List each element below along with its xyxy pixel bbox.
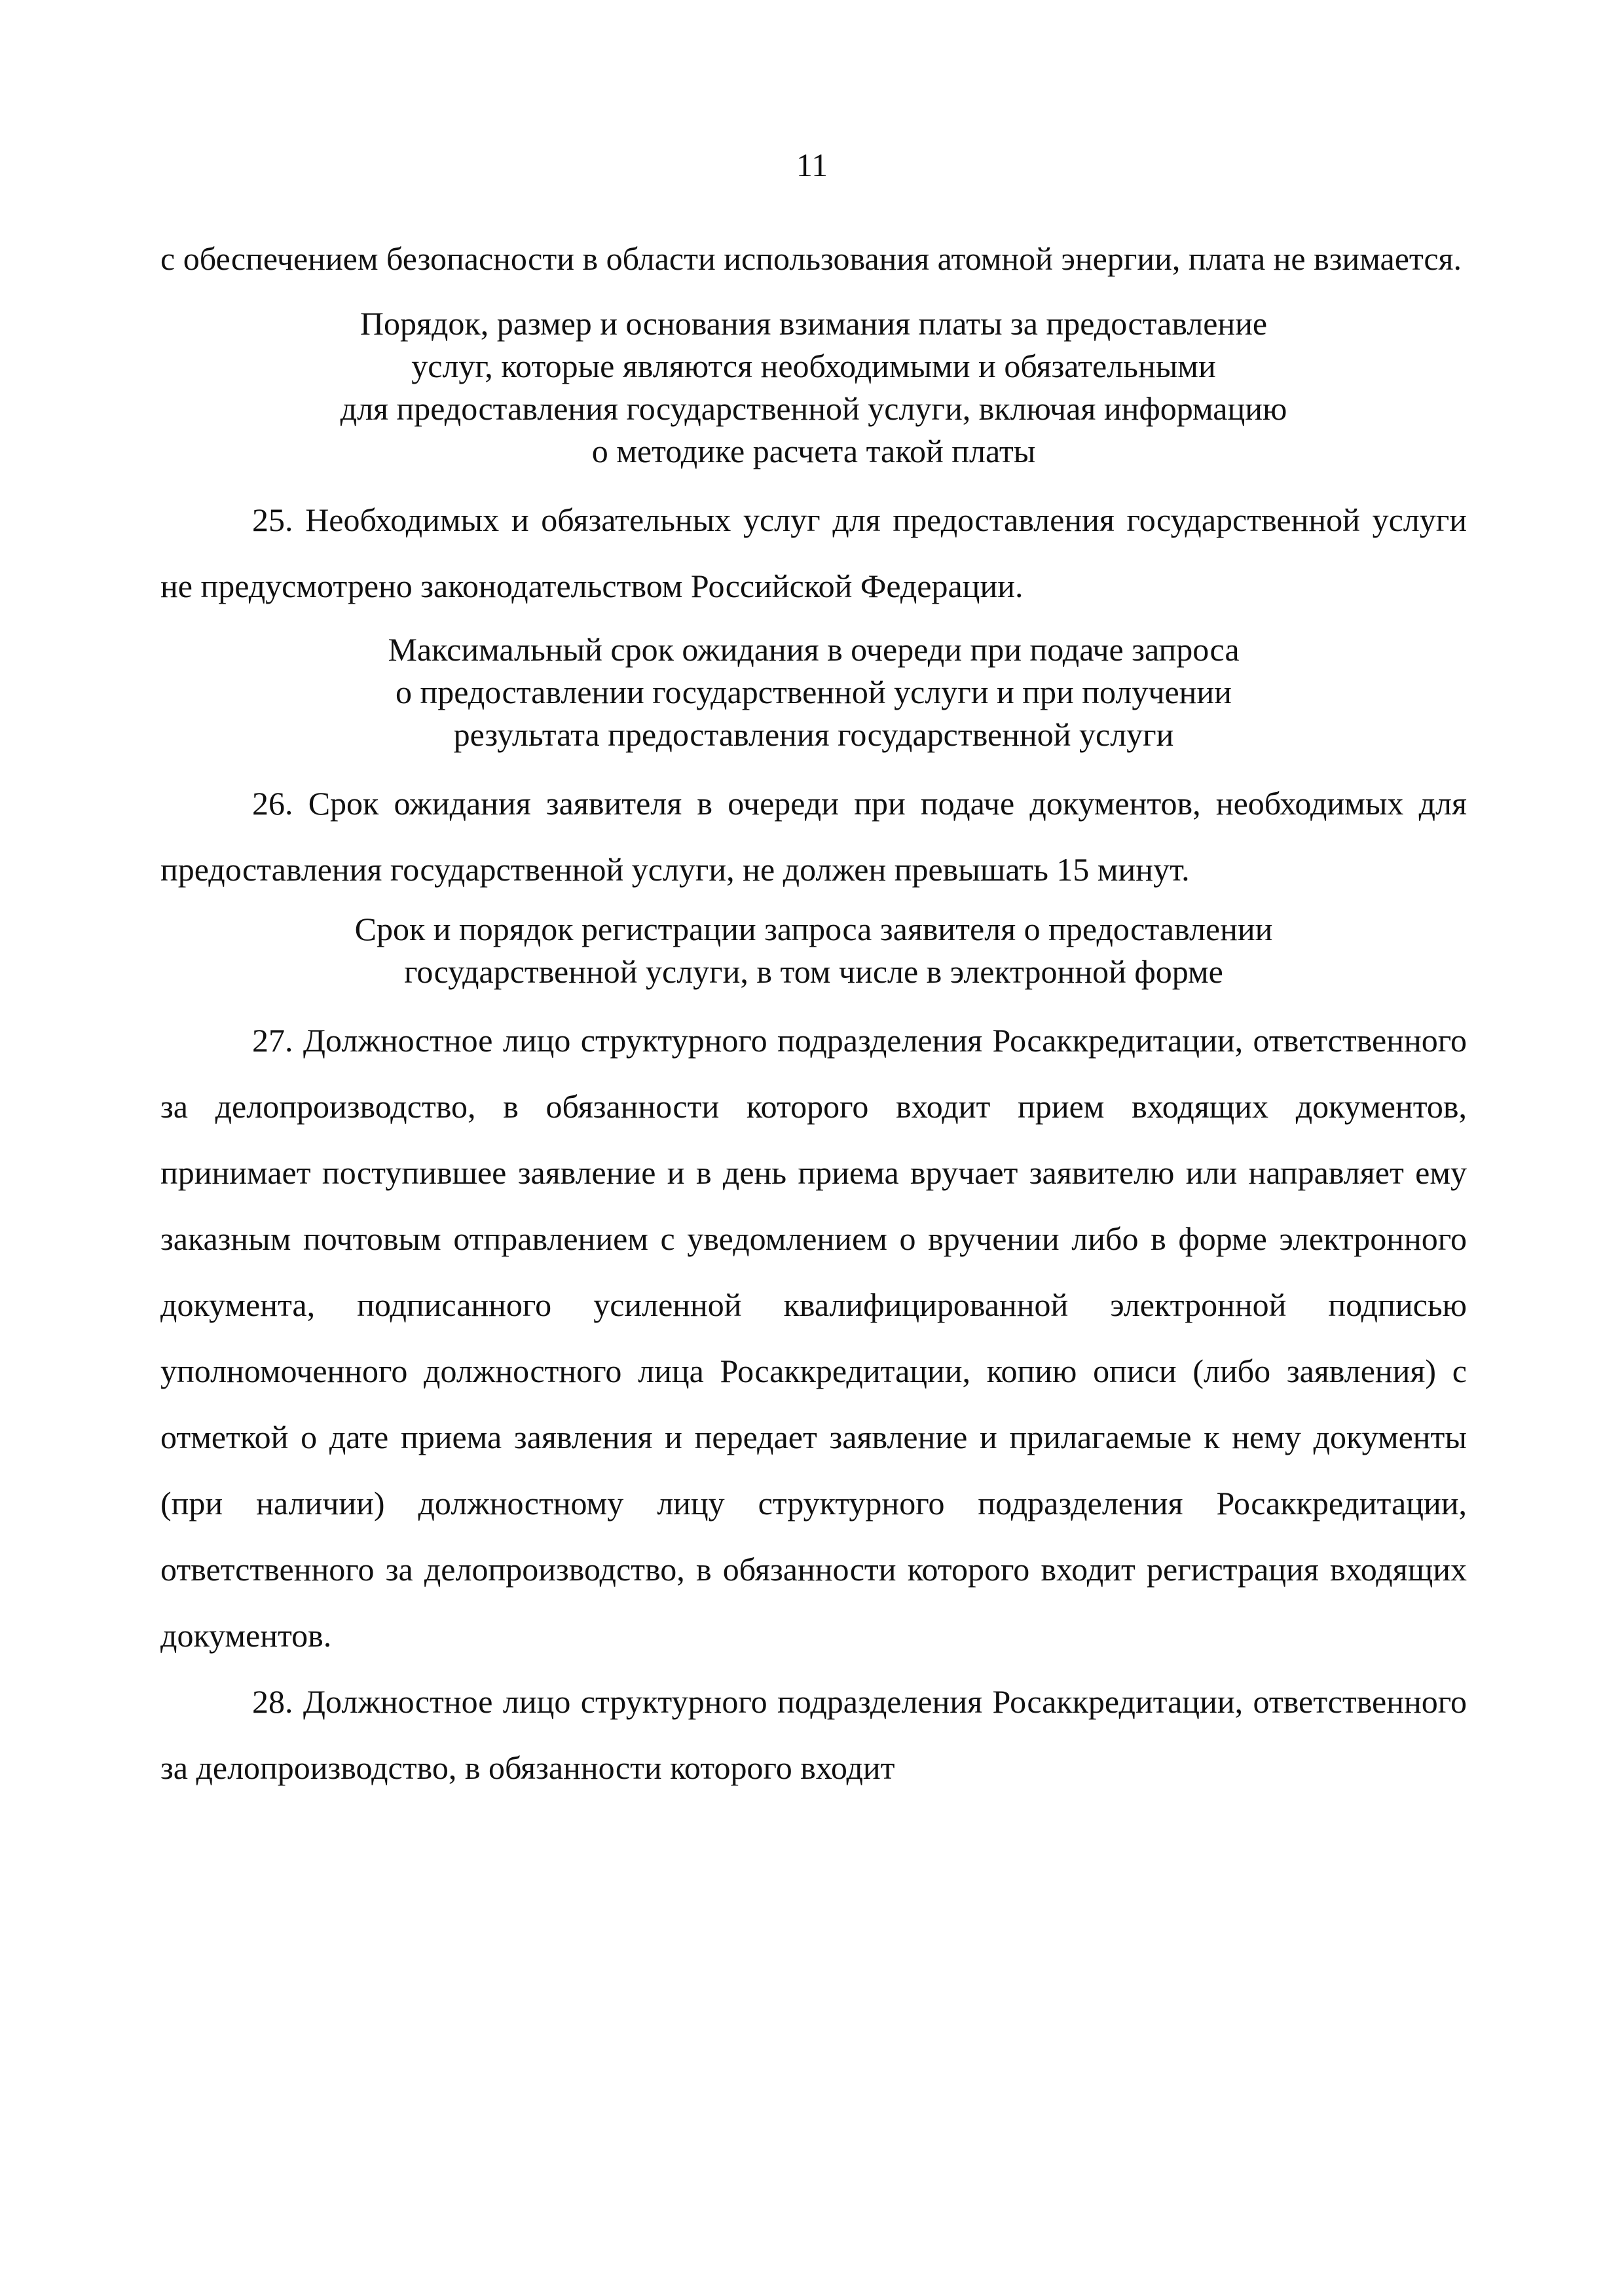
heading-line: результата предоставления государственной услуги	[453, 716, 1174, 753]
intro-paragraph: с обеспечением безопасности в области использования атомной энергии, плата не взимается.	[160, 240, 1462, 277]
heading-line: о методике расчета такой платы	[591, 433, 1036, 469]
heading-line: Срок и порядок регистрации запроса заявителя о предоставлении	[354, 911, 1273, 947]
paragraph-25: 25. Необходимых и обязательных услуг для предоставления государственной услуги не предусмотрено законодательством Российской Федерации.	[160, 501, 1467, 604]
paragraph-26: 26. Срок ожидания заявителя в очереди при подаче документов, необходимых для предоставления государственной услуги, не должен превышать 15 минут.	[160, 785, 1467, 888]
section-heading-registration	[160, 908, 1467, 993]
page-number: 11	[796, 147, 828, 183]
paragraph-27: 27. Должностное лицо структурного подразделения Росаккредитации, ответственного за делопроизводство, в обязанности которого входит прием входящих документов, принимает поступившее заявление и в день приема вручает заявителю или направляет ему заказным почтовым отправлением с уведомлением о вручении либо в форме электронного документа, подписанного усиленной квалифицированной электронной подписью уполномоченного должностного лица Росаккредитации, копию описи (либо заявления) с отметкой о дате приема заявления и передает заявление и прилагаемые к нему документы (при наличии) должностному лицу структурного подразделения Росаккредитации, ответственного за делопроизводство, в обязанности которого входит регистрация входящих документов.	[160, 1022, 1467, 1654]
heading-line: Порядок, размер и основания взимания платы за предоставление	[360, 305, 1268, 342]
document-body	[160, 226, 1467, 1801]
paragraph-28: 28. Должностное лицо структурного подразделения Росаккредитации, ответственного за делопроизводство, в обязанности которого входит	[160, 1683, 1467, 1786]
heading-line: услуг, которые являются необходимыми и обязательными	[411, 348, 1216, 384]
section-heading-queue-time	[160, 629, 1467, 756]
heading-line: Максимальный срок ожидания в очереди при подаче запроса	[388, 631, 1240, 668]
heading-line: для предоставления государственной услуги, включая информацию	[340, 390, 1287, 427]
heading-line: государственной услуги, в том числе в электронной форме	[404, 953, 1223, 990]
heading-line: о предоставлении государственной услуги и при получении	[396, 674, 1232, 710]
section-heading-fees	[160, 302, 1467, 473]
